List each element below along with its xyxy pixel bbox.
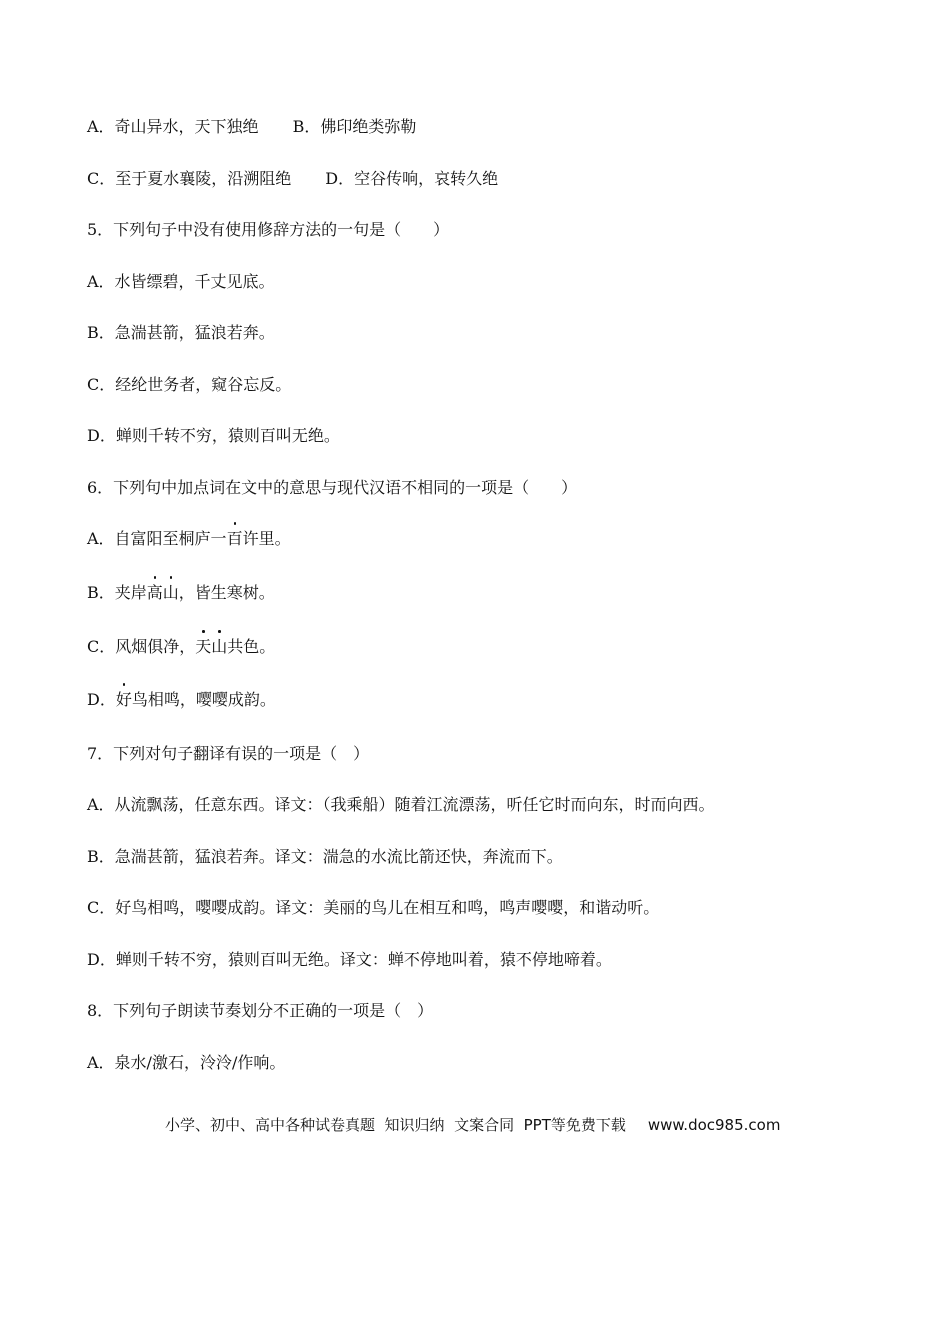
emphasis-dot-char: 山 (162, 583, 179, 602)
q6-option-d (87, 690, 276, 710)
q6-a-text-end: 许里。 (242, 529, 291, 548)
q6-c-text: C．风烟俱净， (87, 637, 196, 656)
q6-stem: 6．下列句中加点词在文中的意思与现代汉语不相同的一项是（ ） (87, 478, 578, 497)
q5-option-b: B．急湍甚箭，猛浪若奔。 (87, 323, 275, 342)
emphasis-dot-char: 天 (195, 637, 212, 656)
page-footer (165, 1115, 780, 1135)
q6-d-text-end: 鸟相鸣，嘤嘤成韵。 (131, 690, 276, 709)
q8-option-a: A．泉水/激石，泠泠/作响。 (87, 1053, 286, 1072)
q7-option-c: C．好鸟相鸣，嘤嘤成韵。译文：美丽的鸟儿在相互和鸣，鸣声嘤嘤，和谐动听。 (87, 898, 660, 917)
q7-option-d: D．蝉则千转不穷，猿则百叫无绝。译文：蝉不停地叫着，猿不停地啼着。 (87, 950, 612, 969)
q8-stem: 8．下列句子朗读节奏划分不正确的一项是（ ） (87, 1001, 434, 1020)
q7-option-b: B．急湍甚箭，猛浪若奔。译文：湍急的水流比箭还快，奔流而下。 (87, 847, 563, 866)
q4-options-row-2 (87, 169, 498, 189)
q4-option-d: D．空谷传响，哀转久绝 (325, 169, 499, 188)
emphasis-dot-char: 山 (211, 637, 228, 656)
q5-option-d: D．蝉则千转不穷，猿则百叫无绝。 (87, 426, 340, 445)
q6-b-text-end: ，皆生寒树。 (178, 583, 275, 602)
q5-stem: 5．下列句子中没有使用修辞方法的一句是（ ） (87, 220, 450, 239)
q6-c-text-end: 共色。 (227, 637, 276, 656)
q4-option-a: A．奇山异水，天下独绝 (87, 117, 259, 136)
q4-options-row-1 (87, 117, 416, 137)
emphasis-dot-char: 好 (115, 690, 132, 709)
q6-a-text: A．自富阳至桐庐一 (87, 529, 227, 548)
q5-option-c: C．经纶世务者，窥谷忘反。 (87, 375, 292, 394)
q4-option-c: C．至于夏水襄陵，沿溯阻绝 (87, 169, 292, 188)
q6-d-text: D． (87, 690, 116, 709)
q6-option-c (87, 637, 275, 657)
footer-url[interactable]: www.doc985.com (647, 1116, 781, 1134)
footer-text: 小学、初中、高中各种试卷真题 知识归纳 文案合同 PPT等免费下载 (165, 1116, 626, 1134)
q7-option-a: A．从流飘荡，任意东西。译文：（我乘船）随着江流漂荡，听任它时而向东，时而向西。 (87, 795, 715, 814)
q4-option-b: B．佛印绝类弥勒 (292, 117, 417, 136)
q6-option-b (87, 583, 275, 603)
q5-option-a: A．水皆缥碧，千丈见底。 (87, 272, 275, 291)
q7-stem: 7．下列对句子翻译有误的一项是（ ） (87, 744, 370, 763)
q6-option-a (87, 529, 291, 549)
emphasis-dot-char: 高 (146, 583, 163, 602)
emphasis-dot-char: 百 (226, 529, 243, 548)
q6-b-text: B．夹岸 (87, 583, 147, 602)
